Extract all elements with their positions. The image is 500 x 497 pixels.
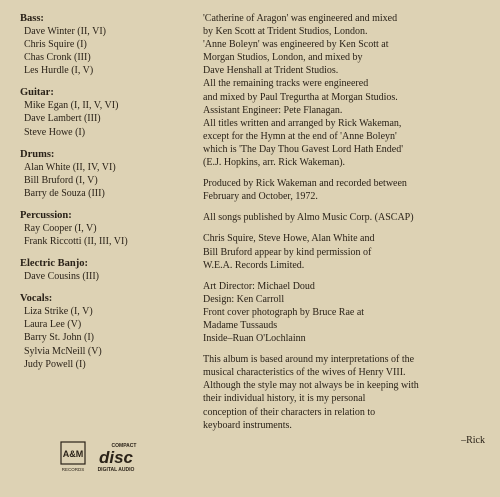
publishing-credits: All songs published by Almo Music Corp. (ASCAP) <box>203 212 414 224</box>
musician: Bill Bruford (I, V) <box>24 174 98 186</box>
section-title: Percussion: <box>20 209 72 221</box>
section-title: Bass: <box>20 13 44 24</box>
art-credits: Art Director: Michael Doud Design: Ken Carroll Front cover photograph by Bruce Rae at Madame Tussauds Inside–Ruan O'Lochlainn <box>203 280 365 345</box>
credits-section-vocals <box>20 292 185 370</box>
credits-column <box>20 12 185 380</box>
compact-disc-logo-icon <box>90 441 142 473</box>
signature: –Rick <box>461 434 485 446</box>
label-logos <box>60 441 140 475</box>
musician: Frank Riccotti (II, III, VI) <box>24 236 128 248</box>
production-credits: Produced by Rick Wakeman and recorded between February and October, 1972. <box>203 178 407 203</box>
album-statement: This album is based around my interpretations of the musical characteristics of the wives of Henry VIII. Although the style may not always be in keeping with their individual history, it is my personal conception of their characters in relation to keyboard instruments. <box>203 354 419 431</box>
musician: Liza Strike (I, V) <box>24 306 93 318</box>
am-records-logo-icon <box>60 441 86 473</box>
credits-section-bass <box>20 12 185 77</box>
notes-column <box>203 12 493 447</box>
engineering-credits: 'Catherine of Aragon' was engineered and mixed by Ken Scott at Trident Studios, London. 'Anne Boleyn' was engineered by Ken Scott at Morgan Studios, London, and mixed by Dave Henshall at Trident Studios. All the remaining tracks were engineered and mixed by Paul Tregurtha at Morgan Studios. Assistant Engineer: Pete Flanagan. All titles written and arranged by Rick Wakeman, except for the Hymn at the end of 'Anne Boleyn' which is 'The Day Thou Gavest Lord Hath Ended' (E.J. Hopkins, arr. Rick Wakeman). <box>203 13 404 169</box>
credits-section-percussion <box>20 209 185 248</box>
musician: Barry de Souza (III) <box>24 187 105 199</box>
musician: Ray Cooper (I, V) <box>24 222 97 234</box>
musician: Dave Cousins (III) <box>24 271 99 283</box>
disc-text: disc <box>98 448 134 467</box>
compact-text: COMPACT <box>111 443 137 449</box>
digital-audio-text: DIGITAL AUDIO <box>97 467 135 473</box>
musician: Steve Howe (I) <box>24 126 86 138</box>
credits-section-guitar <box>20 86 185 138</box>
section-title: Electric Banjo: <box>20 258 88 270</box>
musician: Mike Egan (I, II, V, VI) <box>24 100 119 112</box>
credits-section-electric-banjo <box>20 257 185 283</box>
musician: Dave Winter (II, VI) <box>24 26 106 37</box>
section-title: Guitar: <box>20 87 54 99</box>
musician: Chas Cronk (III) <box>24 52 91 64</box>
musician: Judy Powell (I) <box>24 358 86 370</box>
permission-credits: Chris Squire, Steve Howe, Alan White and Bill Bruford appear by kind permission of W.E.A. Records Limited. <box>203 233 375 271</box>
musician: Les Hurdle (I, V) <box>24 65 94 77</box>
am-logo-text: A&M <box>62 449 84 459</box>
musician: Alan White (II, IV, VI) <box>24 161 116 173</box>
am-logo-subtext: RECORDS <box>61 467 85 472</box>
section-title: Vocals: <box>20 293 53 305</box>
musician: Dave Lambert (III) <box>24 113 101 125</box>
credits-section-drums <box>20 148 185 200</box>
musician: Sylvia McNeill (V) <box>24 345 102 357</box>
musician: Barry St. John (I) <box>24 332 94 344</box>
musician: Laura Lee (V) <box>24 319 82 331</box>
musician: Chris Squire (I) <box>24 39 87 51</box>
section-title: Drums: <box>20 148 55 160</box>
